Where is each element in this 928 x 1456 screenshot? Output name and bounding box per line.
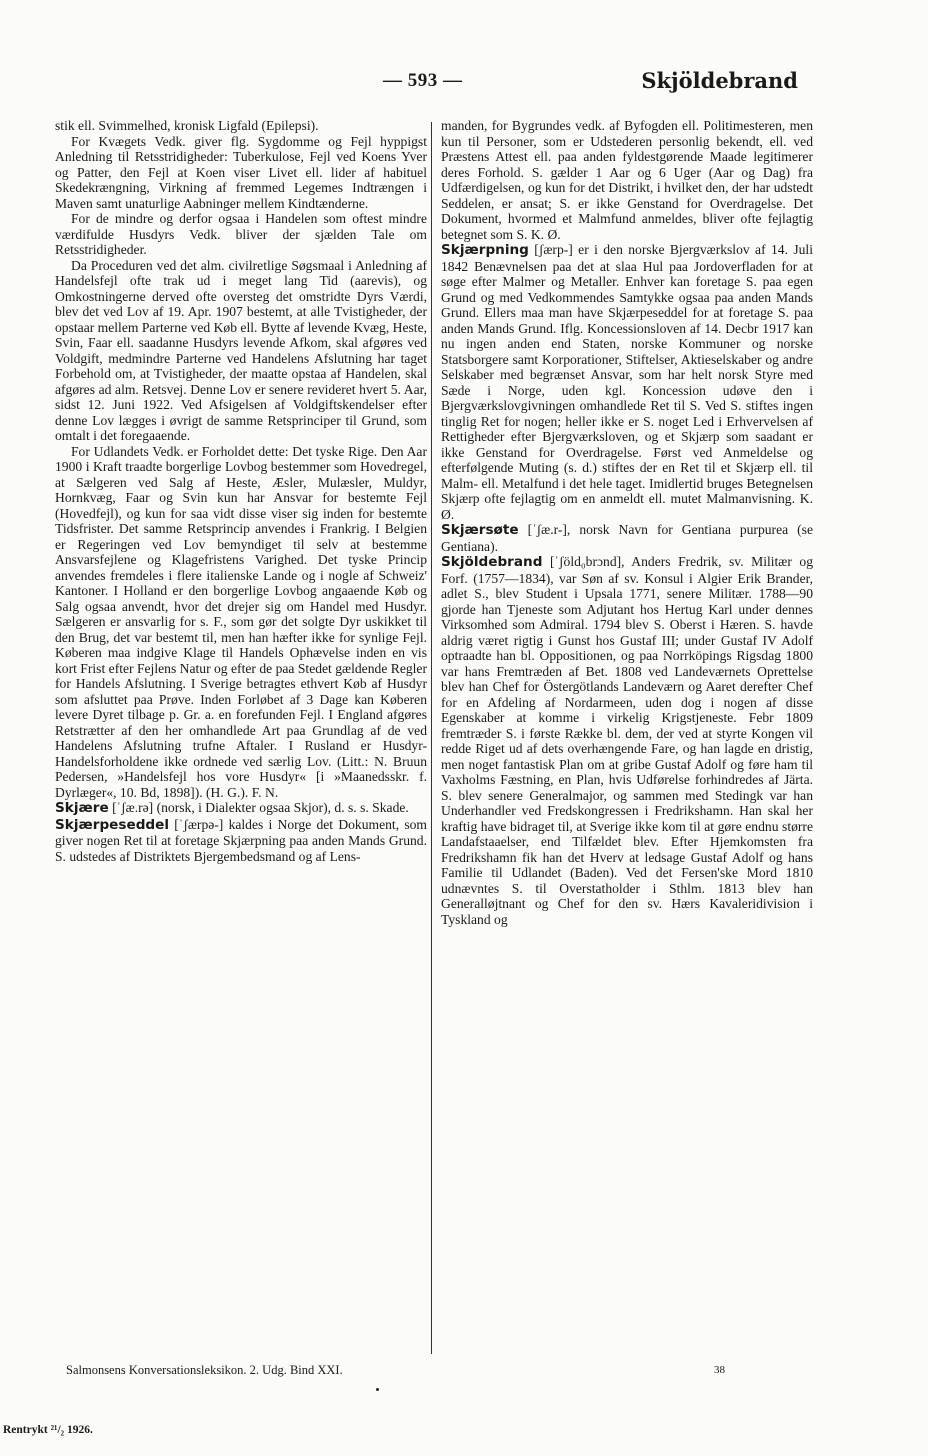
entry-skjaersote <box>441 522 813 554</box>
reprint-note: Rentrykt ²¹/₂ 1926. <box>3 1424 93 1436</box>
headword: Skjærpeseddel <box>55 816 170 833</box>
entry-body: [ˈʃæ.r-], norsk Navn for Gentiana purpurea (se Gentiana). <box>441 522 813 554</box>
page-header <box>58 68 798 98</box>
headword: Skjærpning <box>441 242 529 258</box>
headword: Skjöldebrand <box>441 554 543 570</box>
column-divider <box>431 122 432 1354</box>
paragraph: For Kvægets Vedk. giver flg. Sygdomme og Fejl hyppigst Anledning til Retsstridigheder: Tuberkulose, Fejl ved Koens Yver og Patter, den Fejl at Koen viser Livet ell. lider af habituel Skedekrængning, Virkning af fremmed Legemes Indtrængen i Maven samt unaturlige Aabninger mellem Kindtænderne. <box>55 133 427 211</box>
paragraph: stik ell. Svimmelhed, kronisk Ligfald (Epilepsi). <box>55 118 319 133</box>
entry-skjaere <box>55 800 427 817</box>
headword: Skjære <box>55 800 109 816</box>
sheet-signature: 38 <box>714 1364 725 1376</box>
entry-body: [ʃærp-] er i den norske Bjergværkslov af 14. Juli 1842 Benævnelsen paa det at slaa Hul paa Jordoverfladen for at søge efter Malmer og Metaller. Enhver kan foretage S. paa egen Grund og med Vedkommendes Samtykke ogsaa paa anden Mands Grund. Ellers maa man have Skjærpeseddel for at foretage S. paa anden Mands Grund. Iflg. Koncessionsloven af 14. Decbr 1917 kan nu ingen anden end Staten, norske Kommuner og norske Statsborgere samt Korporationer, Stiftelser, Aktieselskaber og andre Selskaber med begrænset Ansvar, som har helt norsk Styre med Sæde i Norge, uden kgl. Koncession udøve den i Bjergværkslovgivningen omhandlede Ret til S. Ved S. stiftes ingen tinglig Ret for nogen; heller ikke er S. noget Led i Erhvervelsen af Rettigheder efter Bjergværksloven, og et Skjærp som saadant er ikke Genstand for Overdragelse. Først ved Anmeldelse og efterfølgende Muting (s. d.) stiftes der en Ret til et Skjærp ell. til Malm- ell. Metalfund i det hele taget. Imidlertid bruges Betegnelsen Skjærp ofte fejlagtig om en anmeldt ell. mutet Malmanvisning. K. Ø. <box>441 242 813 522</box>
paragraph: For de mindre og derfor ogsaa i Handelen som oftest mindre værdifulde Husdyrs Vedk. bliver der sjælden Tale om Retsstridigheder. <box>55 211 427 257</box>
left-column <box>55 118 427 1358</box>
headword: Skjærsøte <box>441 522 519 538</box>
paragraph: Da Proceduren ved det alm. civilretlige Søgsmaal i Anledning af Handelsfejl ofte trak ud i meget lang Tid (aarevis), og Omkostningerne derved ofte oversteg det omstridte Dyrs Værdi, blev det ved Lov af 19. Apr. 1907 bestemt, at alle Tvistigheder, der opstaar mellem Parterne ved Køb ell. Bytte af levende Kvæg, Heste, Svin, Faar ell. saadanne Husdyrs levende Afkom, skal afgøres ved Voldgift, medmindre Parterne ved Handelens Afslutning har taget Forbehold om, at Tvistigheder, der maatte opstaa af Handelen, skal afgøres ad alm. Retsvej. Denne Lov er senere revideret hvert 5. Aar, sidst 12. Juni 1922. Ved Afsigelsen af Voldgiftskendelser efter denne Lov lægges i øvrigt de samme Retsprinciper til Grund, som omtalt i det foregaaende. <box>55 257 427 443</box>
entry-skjaerpeseddel <box>55 817 427 865</box>
paragraph: manden, for Bygrundes vedk. af Byfogden ell. Politimesteren, men kun til Personer, som er Udstederen personlig bekendt, ell. ved Præstens Attest ell. paa anden fyldestgørende Maade legitimerer deres Forhold. S. gælder 1 Aar og 6 Uger (Aar og Dag) fra Udfærdigelsen, og kun for det Distrikt, i hvilket den, der har udstedt Seddelen, er ansat; S. er ikke Genstand for Overdragelse. Det Dokument, hvormed et Malmfund anmeldes, bliver ofte fejlagtig betegnet som S. K. Ø. <box>441 118 813 242</box>
page-footer <box>58 1363 798 1381</box>
entry-body: [ˈʃöld₀brɔnd], Anders Fredrik, sv. Militær og Forf. (1757—1834), var Søn af sv. Konsul i Algier Erik Brander, adlet S., blev Student i Upsala 1771, senere Militær. 1788—90 gjorde han Tjeneste som Adjutant hos Hertug Karl under dennes Virksomhed som Admiral. 1794 blev S. Oberst i Hæren. S. havde aldrig været rigtig i Gunst hos Gustaf III; under Gustaf IV Adolf optraadte han bl. Oppositionen, og paa Norrköpings Rigsdag 1800 var hans Fremtræden af Bet. 1808 ved Landeværnets Oprettelse blev han Chef for Östergötlands Landeværn og Aaret derefter Chef for en Afdeling af Nordarmeen, uden dog i nogen af disse Egenskaber at komme i virkelig Krigstjeneste. Febr 1809 fremtræder S. i første Række bl. dem, der ved at styrte Kongen vil redde Riget ud af dets overhængende Fare, og han lagde en dristig, men noget fantastisk Plan om at gribe Gustaf Adolf og føre ham til Vaxholms Fæstning, en Plan, hvis Udførelse forhindredes af Järta. S. blev senere Generalmajor, og sammen med Stedingk var han Underhandler ved Fredskongressen i Fredrikshamn. Han skal her kraftig have bidraget til, at Sverige ikke kom til at gøre endnu større Landafstaaelser, end Tilfældet blev. Efter Hjemkomsten fra Fredrikshamn fik han det Hverv at ledsage Gustaf Adolf og hans Familie til Udlandet (Baden). Ved det Fersen'ske Mord 1810 udnævntes S. til Overstatholder i Sthlm. 1813 blev han Generalløjtnant og Chef for den sv. Hærs Kavaleridivision i Tyskland og <box>441 554 813 927</box>
right-column <box>441 118 813 1358</box>
paragraph: For Udlandets Vedk. er Forholdet dette: Det tyske Rige. Den Aar 1900 i Kraft traadte borgerlige Lovbog bestemmer som Hovedregel, at Sælgeren ved Salg af Heste, Æsler, Mulæsler, Muldyr, Hornkvæg, Faar og Svin kun har Ansvar for bestemte Fejl (Hovedfejl), og kun for saa vidt disse viser sig inden for bestemte Tidsfrister. Det samme Retsprincip anvendes i Frankrig. I Belgien er Regeringen ved Lov bemyndiget til selv at bestemme Ansvarsfejlene og Klagefristens Varighed. Det tyske Princip anvendes fremdeles i flere italienske Lande og i nogle af Schweiz' Kantoner. I Holland er den borgerlige Lovbog angaaende Køb og Salg ogsaa anvendt, hvor det drejer sig om Handel med Husdyr. Sælgeren er ansvarlig for s. F., som gør det solgte Dyr uskikket til den Brug, det var bestemt til, men han hæfter ikke for synlige Fejl. Køberen maa indgive Klage til Handels Ophævelse inden en vis kort Frist efter Fejlens Natur og efter de paa Stedet gældende Regler for Handels Afslutning. I Sverige betragtes ethvert Køb af Husdyr som afsluttet paa Prøve. Inden Forløbet af 3 Dage kan Køberen levere Dyret tilbage p. Gr. a. en forefunden Fejl. I England afgøres Retstrætter af den her omhandlede Art paa Grundlag af de ved Handelens Afslutning trufne Aftaler. I Rusland er Husdyr-Handelsforholdene ikke ordnede ved særlig Lov. (Litt.: N. Bruun Pedersen, »Handelsfejl hos vore Husdyr« [i »Maanedsskr. f. Dyrlæger«, 10. Bd, 1898]). (H. G.). F. N. <box>55 443 427 800</box>
entry-skjoldebrand <box>441 554 813 927</box>
entry-body: [ˈʃærpə-] kaldes i Norge det Dokument, som giver nogen Ret til at foretage Skjærpning paa anden Mands Grund. S. udstedes af Distriktets Bjergembedsmand og af Lens- <box>55 816 427 864</box>
publisher-line: Salmonsens Konversationsleksikon. 2. Udg. Bind XXI. <box>66 1363 343 1377</box>
ink-speck <box>376 1388 379 1391</box>
page-number: — 593 — <box>383 70 463 91</box>
running-head: Skjöldebrand <box>641 68 798 93</box>
entry-body: [ˈʃæ.rə] (norsk, i Dialekter ogsaa Skjor), d. s. s. Skade. <box>108 800 409 815</box>
entry-skjaerpning <box>441 242 813 522</box>
